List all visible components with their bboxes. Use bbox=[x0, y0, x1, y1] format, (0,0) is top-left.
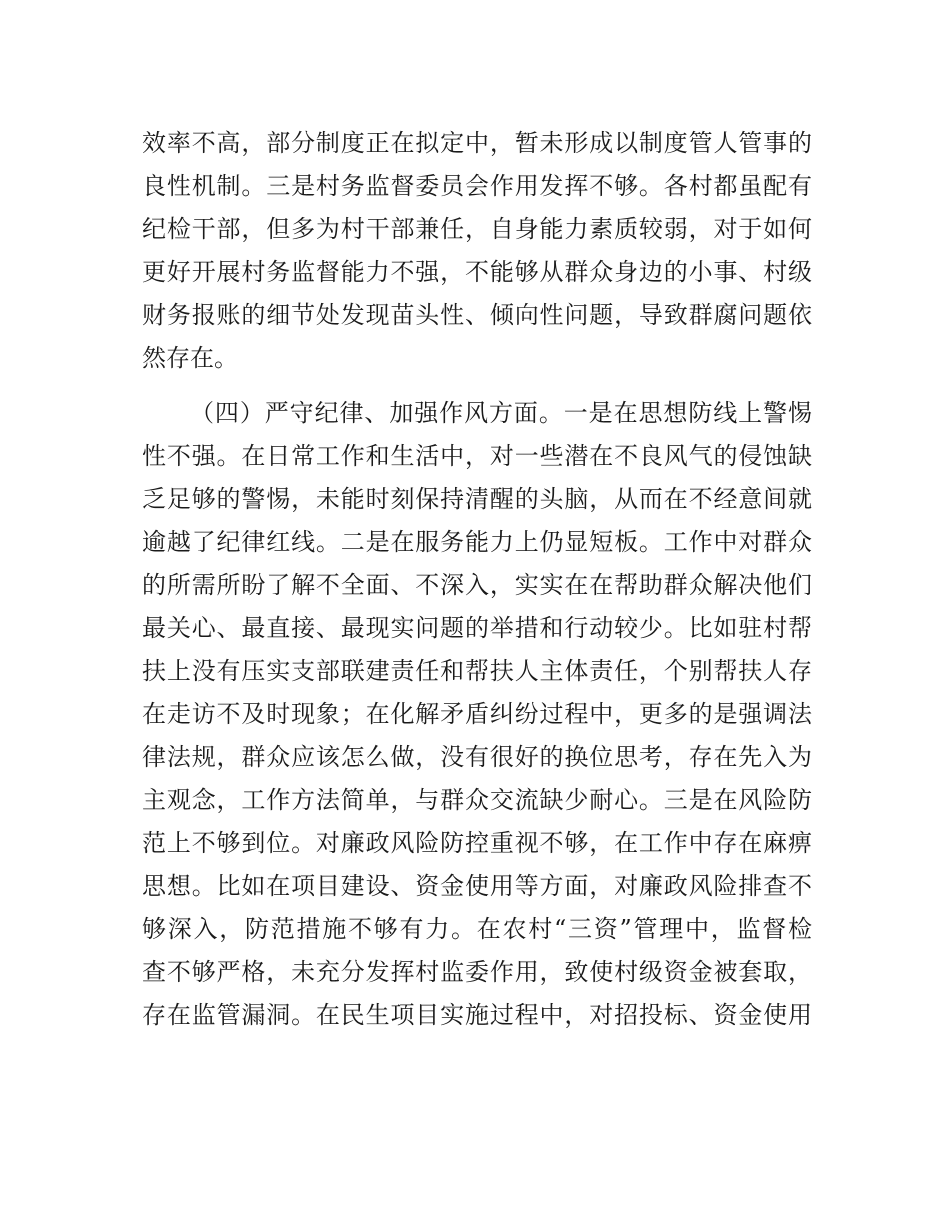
paragraph-1 bbox=[142, 122, 812, 380]
text-line: 然存在。 bbox=[142, 344, 238, 372]
text-line: 良性机制。三是村务监督委员会作用发挥不够。各村都虽配有 bbox=[142, 172, 812, 200]
text-line: 纪检干部，但多为村干部兼任，自身能力素质较弱，对于如何 bbox=[142, 215, 812, 243]
text-line: 在走访不及时现象；在化解矛盾纠纷过程中，更多的是强调法 bbox=[142, 700, 812, 728]
text-line: 逾越了纪律红线。二是在服务能力上仍显短板。工作中对群众 bbox=[142, 528, 812, 556]
text-line: 性不强。在日常工作和生活中，对一些潜在不良风气的侵蚀缺 bbox=[142, 442, 812, 470]
text-line: 的所需所盼了解不全面、不深入，实实在在帮助群众解决他们 bbox=[142, 571, 812, 599]
text-line: 最关心、最直接、最现实问题的举措和行动较少。比如驻村帮 bbox=[142, 614, 812, 642]
text-line: 主观念，工作方法简单，与群众交流缺少耐心。三是在风险防 bbox=[142, 786, 812, 814]
section-heading-line: （四）严守纪律、加强作风方面。一是在思想防线上警惕 bbox=[190, 399, 812, 427]
text-line: 查不够严格，未充分发挥村监委作用，致使村级资金被套取， bbox=[142, 958, 812, 986]
text-line: 扶上没有压实支部联建责任和帮扶人主体责任，个别帮扶人存 bbox=[142, 657, 812, 685]
text-line: 够深入，防范措施不够有力。在农村“三资”管理中，监督检 bbox=[142, 915, 812, 943]
text-line: 更好开展村务监督能力不强，不能够从群众身边的小事、村级 bbox=[142, 258, 812, 286]
text-line: 律法规，群众应该怎么做，没有很好的换位思考，存在先入为 bbox=[142, 743, 812, 771]
text-line: 财务报账的细节处发现苗头性、倾向性问题，导致群腐问题依 bbox=[142, 301, 812, 329]
text-line: 乏足够的警惕，未能时刻保持清醒的头脑，从而在不经意间就 bbox=[142, 485, 812, 513]
text-line: 效率不高，部分制度正在拟定中，暂未形成以制度管人管事的 bbox=[142, 129, 812, 157]
text-line: 范上不够到位。对廉政风险防控重视不够，在工作中存在麻痹 bbox=[142, 829, 812, 857]
text-line: 存在监管漏洞。在民生项目实施过程中，对招投标、资金使用 bbox=[142, 1001, 812, 1029]
paragraph-2 bbox=[142, 392, 812, 1037]
text-line: 思想。比如在项目建设、资金使用等方面，对廉政风险排查不 bbox=[142, 872, 812, 900]
